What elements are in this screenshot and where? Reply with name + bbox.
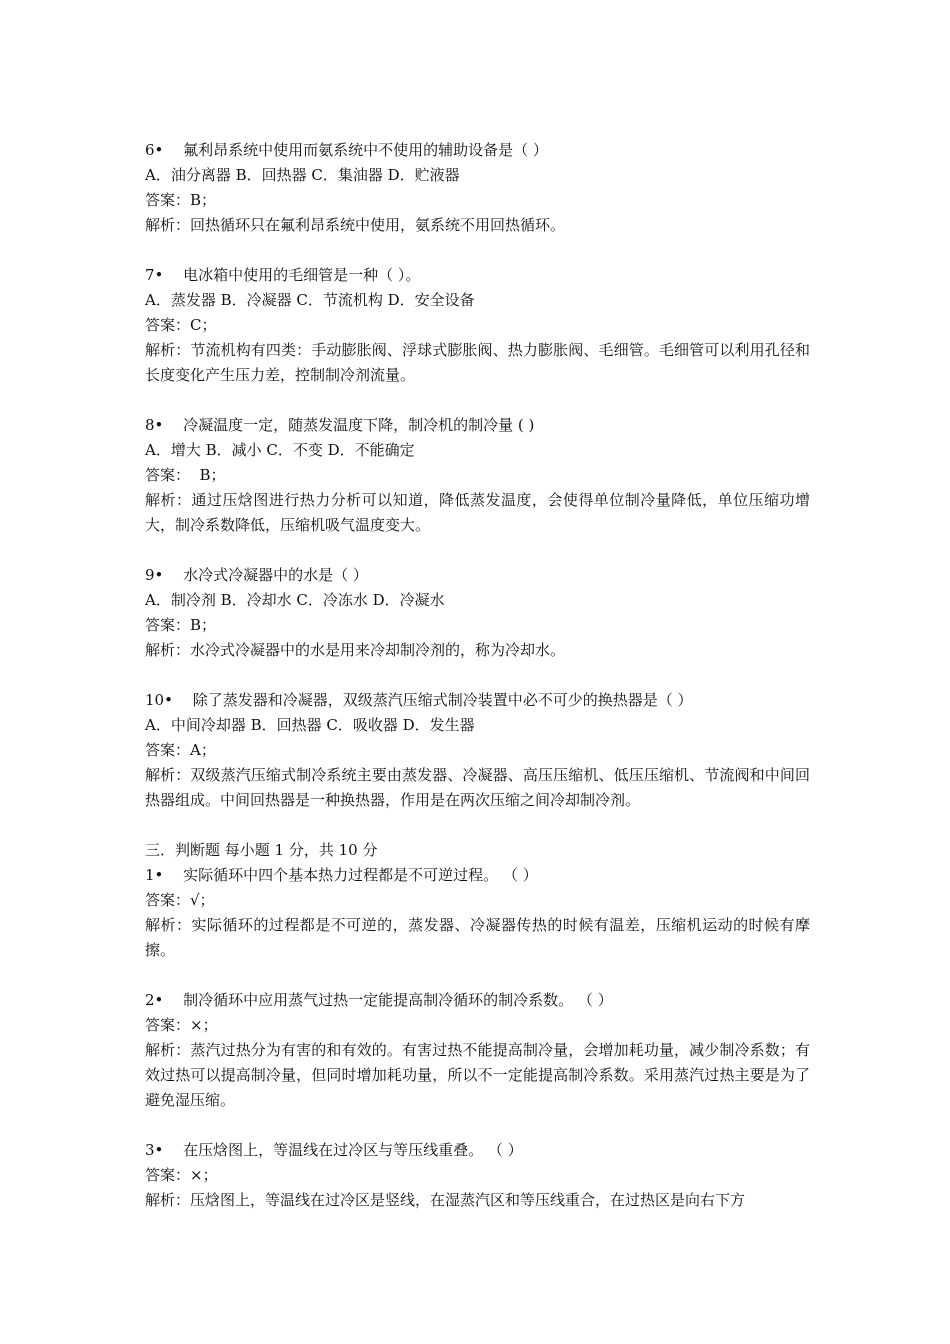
- question-block-7: [145, 263, 810, 388]
- question-text: 8• 冷凝温度一定，随蒸发温度下降，制冷机的制冷量 ( ): [145, 416, 535, 434]
- judgment-explanation: 解析：实际循环的过程都是不可逆的，蒸发器、冷凝器传热的时候有温差，压缩机运动的时候有摩擦。: [145, 916, 810, 959]
- spacer: [145, 963, 810, 988]
- question-explanation: 解析：水冷式冷凝器中的水是用来冷却制冷剂的，称为冷却水。: [145, 641, 566, 659]
- question-answer: 答案： B；: [145, 466, 226, 484]
- judgment-explanation: 解析：蒸汽过热分为有害的和有效的。有害过热不能提高制冷量，会增加耗功量，减少制冷系数；有效过热可以提高制冷量，但同时增加耗功量，所以不一定能提高制冷系数。采用蒸汽过热主要是为了避免湿压缩。: [145, 1041, 810, 1109]
- question-explanation: 解析：双级蒸汽压缩式制冷系统主要由蒸发器、冷凝器、高压压缩机、低压压缩机、节流阀和中间回热器组成。中间回热器是一种换热器，作用是在两次压缩之间冷却制冷剂。: [145, 766, 810, 809]
- spacer: [145, 238, 810, 263]
- spacer: [145, 538, 810, 563]
- judgment-text: 3• 在压焓图上，等温线在过冷区与等压线重叠。 （ ）: [145, 1141, 523, 1159]
- spacer: [145, 813, 810, 838]
- question-text: 10• 除了蒸发器和冷凝器，双级蒸汽压缩式制冷装置中必不可少的换热器是（ ）: [145, 691, 693, 709]
- judgment-block-3: [145, 1138, 810, 1213]
- question-options: A．油分离器 B．回热器 C．集油器 D．贮液器: [145, 166, 460, 184]
- question-answer: 答案：A；: [145, 741, 216, 759]
- question-answer: 答案：B；: [145, 191, 217, 209]
- question-options: A．增大 B．减小 C．不变 D．不能确定: [145, 441, 415, 459]
- question-text: 7• 电冰箱中使用的毛细管是一种（ ）。: [145, 266, 421, 284]
- question-text: 6• 氟利昂系统中使用而氨系统中不使用的辅助设备是（ ）: [145, 141, 548, 159]
- question-block-6: [145, 138, 810, 238]
- question-options: A．制冷剂 B．冷却水 C．冷冻水 D．冷凝水: [145, 591, 445, 609]
- question-block-8: [145, 413, 810, 538]
- spacer: [145, 663, 810, 688]
- judgment-text: 1• 实际循环中四个基本热力过程都是不可逆过程。 （ ）: [145, 866, 538, 884]
- question-answer: 答案：C；: [145, 316, 217, 334]
- judgment-block-2: [145, 988, 810, 1113]
- judgment-explanation: 解析：压焓图上，等温线在过冷区是竖线，在湿蒸汽区和等压线重合，在过热区是向右下方: [145, 1191, 746, 1209]
- judgment-text: 2• 制冷循环中应用蒸气过热一定能提高制冷循环的制冷系数。 （ ）: [145, 991, 613, 1009]
- section-title: 三．判断题 每小题 1 分，共 10 分: [145, 841, 378, 859]
- question-block-10: [145, 688, 810, 813]
- question-text: 9• 水冷式冷凝器中的水是（ ）: [145, 566, 368, 584]
- question-explanation: 解析：通过压焓图进行热力分析可以知道，降低蒸发温度，会使得单位制冷量降低，单位压缩功增大，制冷系数降低，压缩机吸气温度变大。: [145, 491, 810, 534]
- document-content: [145, 138, 810, 1213]
- spacer: [145, 1113, 810, 1138]
- question-options: A．蒸发器 B．冷凝器 C．节流机构 D．安全设备: [145, 291, 475, 309]
- question-explanation: 解析：回热循环只在氟利昂系统中使用，氨系统不用回热循环。: [145, 216, 566, 234]
- judgment-answer: 答案：√；: [145, 891, 215, 909]
- question-explanation: 解析：节流机构有四类：手动膨胀阀、浮球式膨胀阀、热力膨胀阀、毛细管。毛细管可以利用孔径和长度变化产生压力差，控制制冷剂流量。: [145, 341, 810, 384]
- spacer: [145, 388, 810, 413]
- judgment-block-1: [145, 863, 810, 963]
- question-block-9: [145, 563, 810, 663]
- judgment-answer: 答案：×；: [145, 1166, 218, 1184]
- question-answer: 答案：B；: [145, 616, 217, 634]
- judgment-answer: 答案：×；: [145, 1016, 218, 1034]
- question-options: A．中间冷却器 B．回热器 C．吸收器 D．发生器: [145, 716, 475, 734]
